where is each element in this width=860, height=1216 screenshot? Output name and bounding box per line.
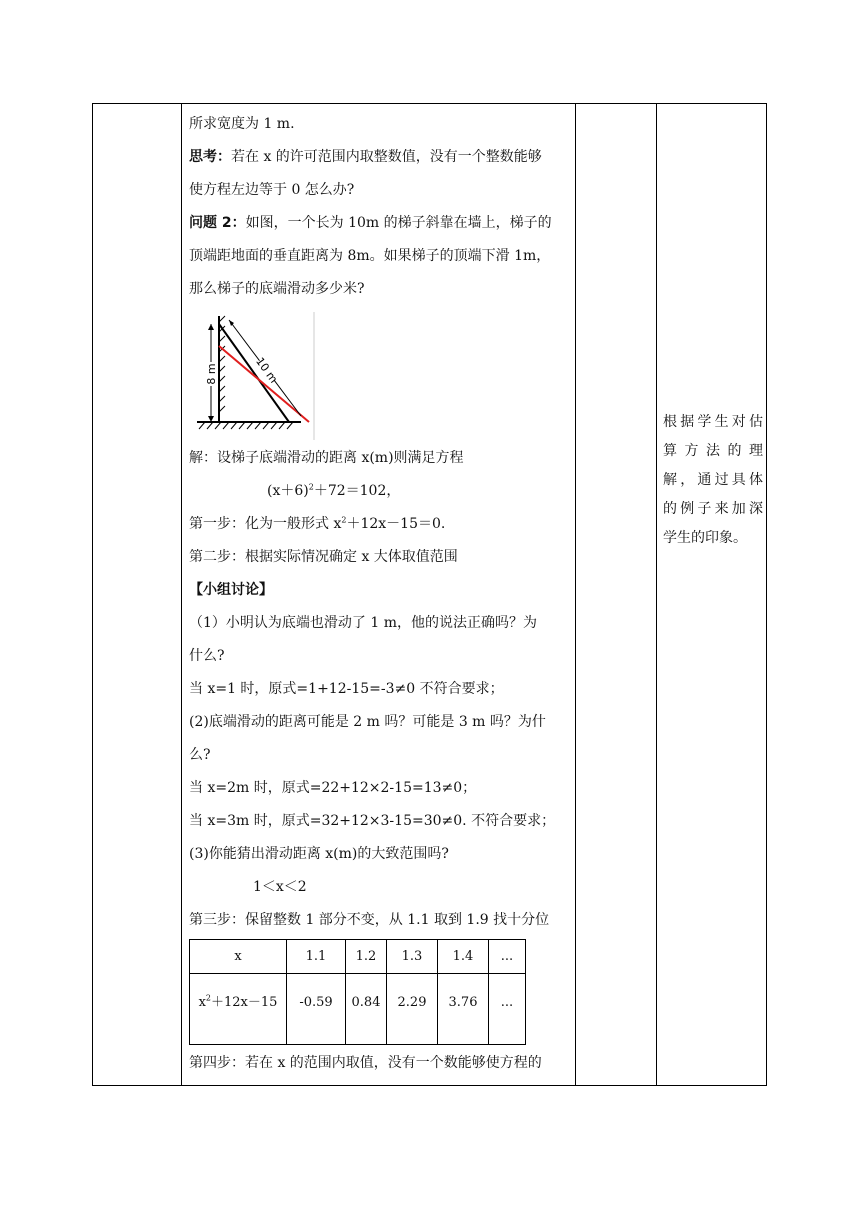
discussion-1c: 当 x=1 时，原式=1+12-15=-3≠0 不符合要求； (189, 681, 504, 697)
step-1-exponent: 2 (341, 515, 347, 525)
side-line: 算方法的理 (663, 443, 763, 459)
value-table (189, 939, 526, 1045)
row-label-rest: ＋12x－15 (211, 995, 278, 1010)
side-line: 的例子来加深 (663, 501, 763, 517)
row-label: x (198, 995, 206, 1010)
table-border-left (92, 103, 93, 1086)
table-cell: 1.1 (287, 940, 346, 974)
table-cell: 2.29 (387, 974, 438, 1045)
table-row (190, 940, 526, 974)
discussion-3a: (3)你能猜出滑动距离 x(m)的大致范围吗? (189, 846, 449, 862)
table-cell: 1.4 (438, 940, 489, 974)
question-2-text-2: 顶端距地面的垂直距离为 8m。如果梯子的顶端下滑 1m， (189, 248, 551, 264)
solution-line: 解：设梯子底端滑动的距离 x(m)则满足方程 (189, 450, 464, 466)
ladder-diagram (189, 312, 319, 440)
discussion-1a: （1）小明认为底端也滑动了 1 m，他的说法正确吗？为 (189, 615, 537, 631)
table-border-right (766, 103, 767, 1086)
question-2-label: 问题 2： (189, 215, 246, 231)
think-text: 若在 x 的许可范围内取整数值，没有一个整数能够 (231, 149, 542, 165)
table-divider-1 (181, 103, 182, 1086)
label-10m: 10 m (253, 355, 281, 386)
design-intent-column (663, 408, 763, 553)
side-line: 解，通过具体 (663, 472, 763, 488)
question-2-text: 如图，一个长为 10m 的梯子斜靠在墙上，梯子的 (245, 215, 552, 231)
think-text-2: 使方程左边等于 0 怎么办? (189, 182, 355, 198)
step-1-rest: ＋12x－15＝0. (346, 516, 446, 532)
discussion-2c: 当 x=2m 时，原式=22+12×2-15=13≠0； (189, 780, 477, 796)
step-1 (189, 508, 579, 541)
table-cell: 1.2 (346, 940, 387, 974)
discussion-2d: 当 x=3m 时，原式=32+12×3-15=30≠0. 不符合要求； (189, 813, 556, 829)
label-8m: 8 m (205, 363, 218, 385)
table-cell: ... (489, 940, 526, 974)
table-cell (190, 974, 287, 1045)
question-2-text-3: 那么梯子的底端滑动多少米? (189, 281, 365, 297)
table-cell: 1.3 (387, 940, 438, 974)
group-discussion-title (189, 574, 579, 607)
step-3: 第三步：保留整数 1 部分不变，从 1.1 取到 1.9 找十分位 (189, 912, 550, 928)
side-line: 学生的印象。 (663, 530, 747, 546)
row-label-exponent: 2 (205, 993, 211, 1003)
think-paragraph (189, 141, 579, 174)
think-label: 思考： (189, 149, 231, 165)
table-cell: 0.84 (346, 974, 387, 1045)
table-row (190, 974, 526, 1045)
equation-exponent: 2 (308, 482, 314, 492)
equation (189, 475, 579, 508)
table-cell: x (190, 940, 287, 974)
answer-line: 所求宽度为 1 m. (189, 116, 295, 132)
discussion-2a: (2)底端滑动的距离可能是 2 m 吗？可能是 3 m 吗？为什 (189, 714, 546, 730)
table-bottom-border (92, 1085, 766, 1086)
equation-right: ＋72＝102， (313, 483, 401, 499)
table-cell: 3.76 (438, 974, 489, 1045)
table-top-border (92, 103, 766, 104)
table-cell: -0.59 (287, 974, 346, 1045)
ladder-figure (189, 312, 579, 442)
question-2 (189, 207, 579, 240)
group-title-text: 【小组讨论】 (189, 582, 273, 598)
discussion-2b: 么? (189, 747, 211, 763)
table-divider-3 (656, 103, 657, 1086)
step-4: 第四步：若在 x 的范围内取值，没有一个数能够使方程的 (189, 1055, 542, 1071)
step-1-text: 第一步：化为一般形式 x (189, 516, 342, 532)
range: 1＜x＜2 (253, 879, 307, 895)
equation-left: (x＋6) (267, 483, 309, 499)
side-line: 根据学生对估 (663, 414, 763, 430)
discussion-1b: 什么? (189, 648, 225, 664)
lesson-content (189, 108, 579, 1080)
table-cell: ... (489, 974, 526, 1045)
step-2: 第二步：根据实际情况确定 x 大体取值范围 (189, 549, 458, 565)
